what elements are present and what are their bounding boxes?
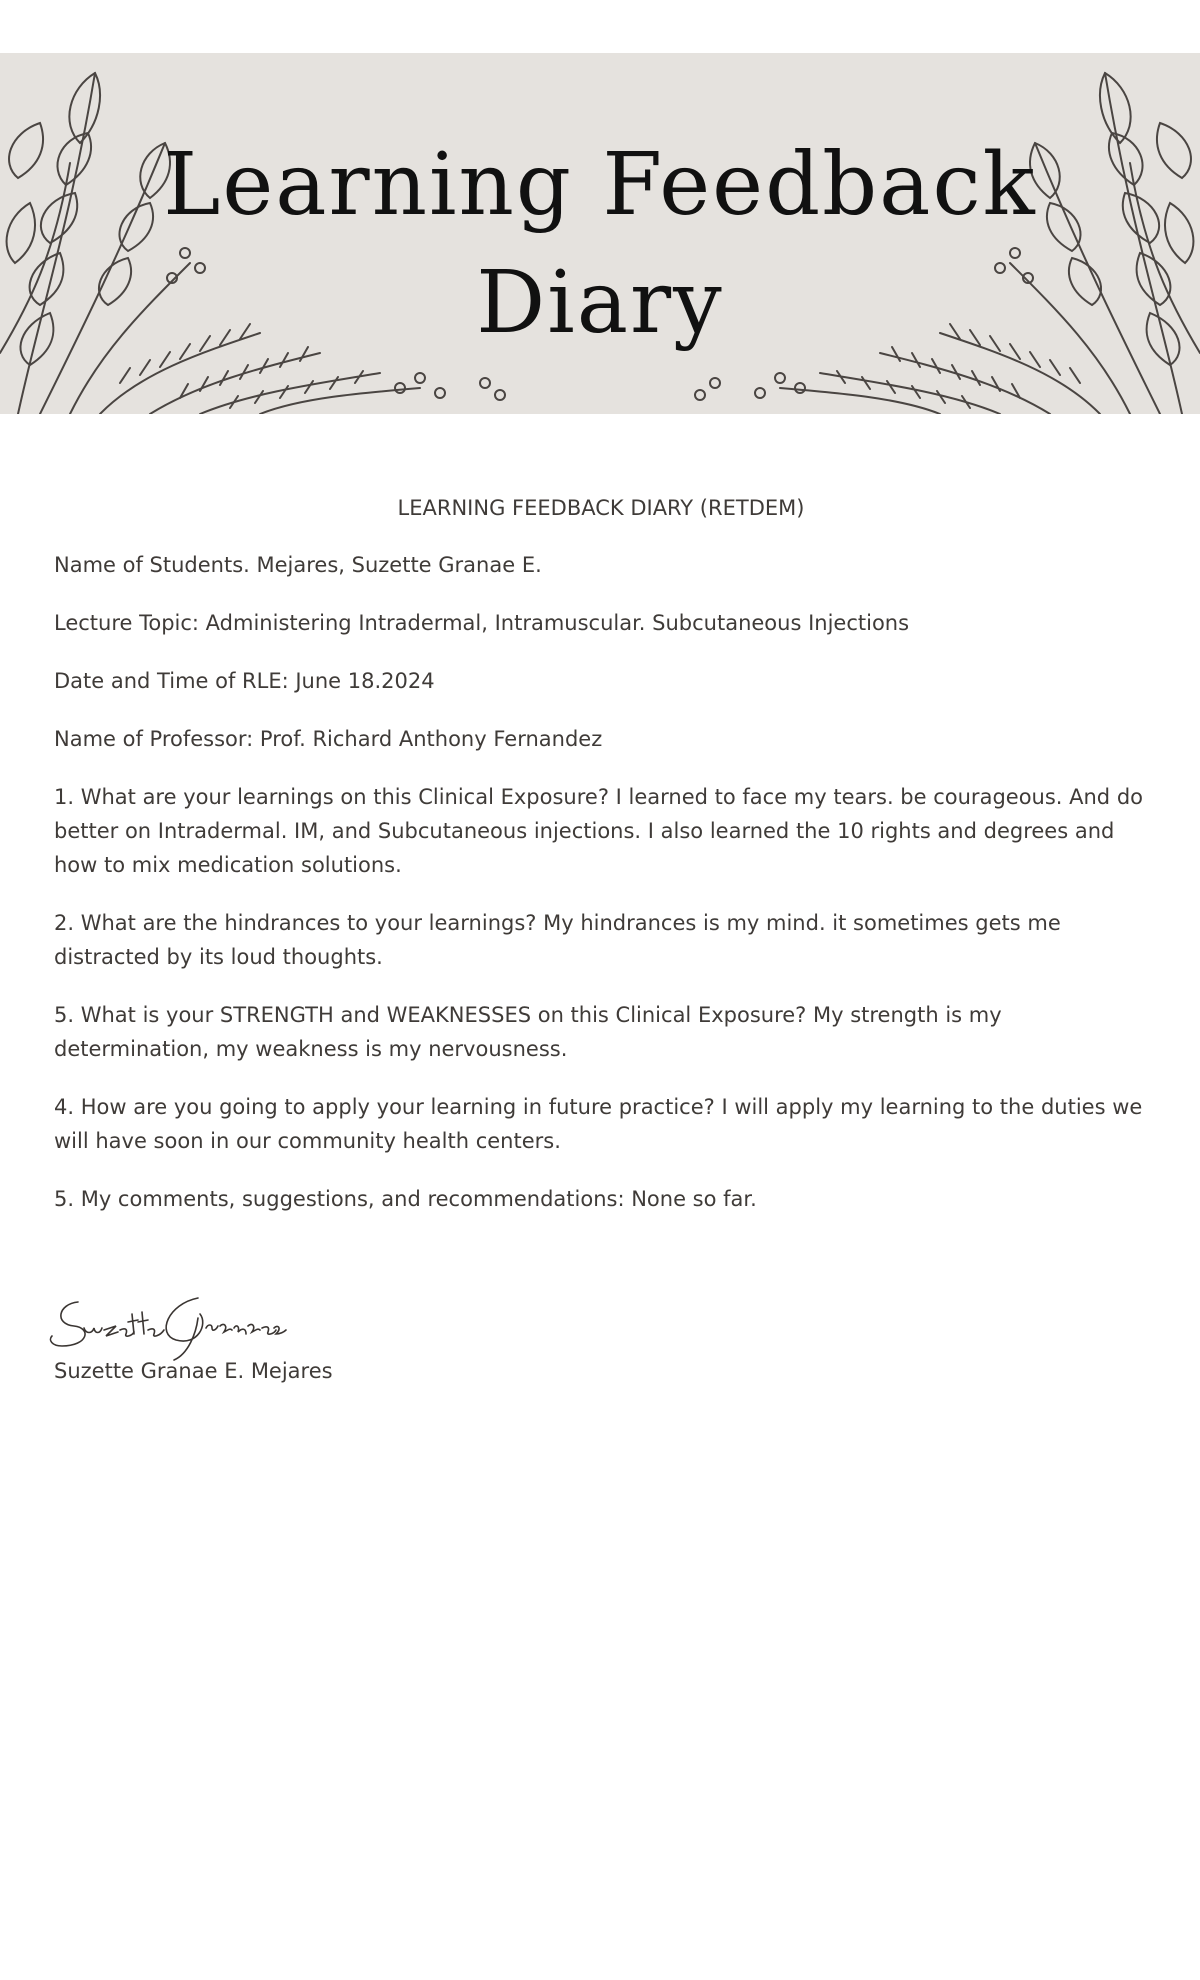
handwritten-signature bbox=[48, 1284, 288, 1364]
question-hindrances: 2. What are the hindrances to your learnings? My hindrances is my mind. it sometimes gets me distracted by its loud thoughts. bbox=[54, 911, 1061, 969]
question-future-practice: 4. How are you going to apply your learning in future practice? I will apply my learning to the duties we will have soon in our community health centers. bbox=[54, 1095, 1143, 1153]
document-body bbox=[54, 490, 1148, 1240]
signer-name: Suzette Granae E. Mejares bbox=[54, 1359, 333, 1383]
lecture-topic-field: Lecture Topic: Administering Intradermal, Intramuscular. Subcutaneous Injections bbox=[54, 611, 910, 635]
question-learnings: 1. What are your learnings on this Clinical Exposure? I learned to face my tears. be courageous. And do better on Intradermal. IM, and Subcutaneous injections. I also learned the 10 rights and degrees and how to mix medication solutions. bbox=[54, 785, 1143, 877]
header-banner bbox=[0, 53, 1200, 414]
date-time-field: Date and Time of RLE: June 18.2024 bbox=[54, 669, 435, 693]
banner-title-line2: Diary bbox=[476, 253, 724, 353]
question-comments: 5. My comments, suggestions, and recommendations: None so far. bbox=[54, 1187, 757, 1211]
student-name-field: Name of Students. Mejares, Suzette Granae E. bbox=[54, 553, 542, 577]
professor-field: Name of Professor: Prof. Richard Anthony Fernandez bbox=[54, 727, 603, 751]
banner-title-line1: Learning Feedback bbox=[163, 135, 1037, 235]
signature-block bbox=[48, 1284, 448, 1383]
document-heading: LEARNING FEEDBACK DIARY (RETDEM) bbox=[397, 496, 805, 520]
question-strengths-weaknesses: 5. What is your STRENGTH and WEAKNESSES on this Clinical Exposure? My strength is my determination, my weakness is my nervousness. bbox=[54, 1003, 1002, 1061]
